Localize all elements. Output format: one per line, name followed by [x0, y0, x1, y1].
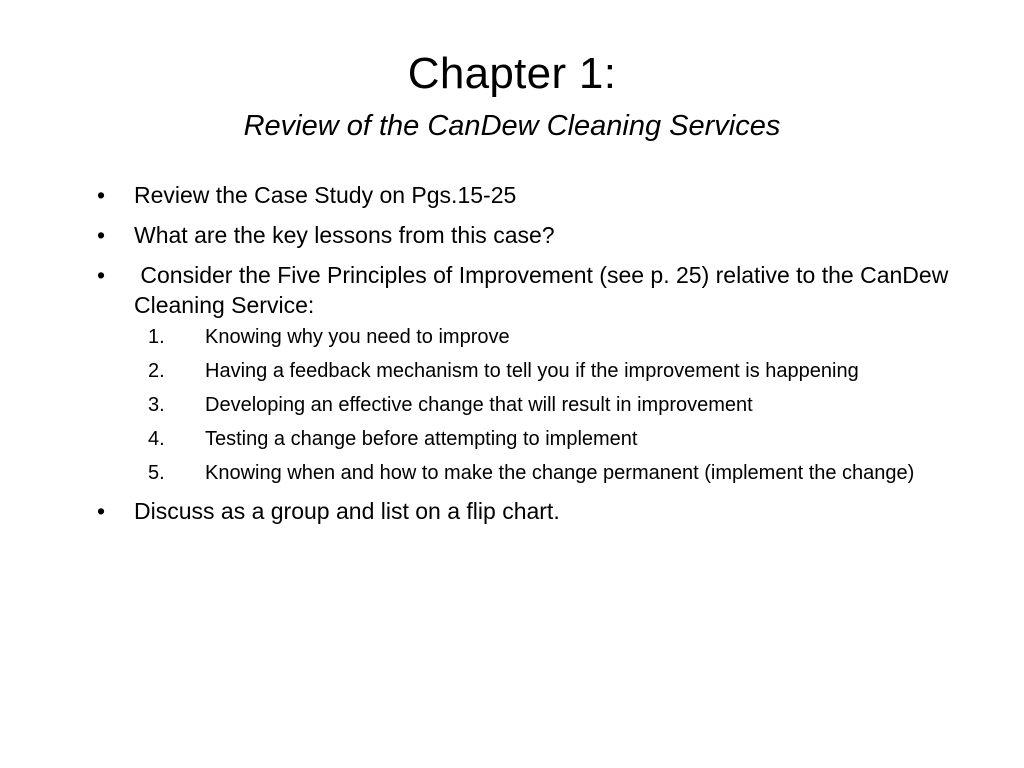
bullet-item-discuss [97, 496, 977, 526]
bullet-text: Review the Case Study on Pgs.15-25 [134, 182, 517, 208]
bullet-item-case-study [97, 180, 977, 210]
principle-text: Knowing why you need to improve [205, 326, 510, 348]
slide-subtitle: Review of the CanDew Cleaning Services [243, 110, 781, 142]
principle-text: Having a feedback mechanism to tell you if the improvement is happening [205, 360, 859, 382]
principle-item [134, 324, 977, 350]
principle-text: Testing a change before attempting to implement [205, 428, 638, 450]
bullet-marker: • [97, 262, 106, 288]
principle-item [134, 392, 977, 418]
bullet-item-key-lessons [97, 220, 977, 250]
principle-number: 5. [148, 462, 165, 484]
bullet-marker: • [97, 182, 106, 208]
principle-number: 2. [148, 360, 165, 382]
principle-item [134, 460, 977, 486]
bullet-list [97, 180, 977, 526]
principle-item [134, 358, 977, 384]
bullet-text: Discuss as a group and list on a flip chart. [134, 498, 560, 524]
slide-content [97, 180, 977, 536]
principle-number: 4. [148, 428, 165, 450]
title-block [0, 46, 1024, 146]
principle-item [134, 426, 977, 452]
bullet-text: What are the key lessons from this case? [134, 222, 555, 248]
principle-number: 3. [148, 394, 165, 416]
bullet-marker: • [97, 222, 106, 248]
principles-list [134, 324, 977, 486]
principle-text: Developing an effective change that will result in improvement [205, 394, 753, 416]
principle-text: Knowing when and how to make the change permanent (implement the change) [205, 462, 915, 484]
slide-title: Chapter 1: [407, 49, 617, 98]
bullet-marker: • [97, 498, 106, 524]
bullet-item-five-principles [97, 260, 977, 486]
bullet-text: Consider the Five Principles of Improvement (see p. 25) relative to the CanDew Cleaning Service: [134, 262, 955, 318]
principle-number: 1. [148, 326, 165, 348]
